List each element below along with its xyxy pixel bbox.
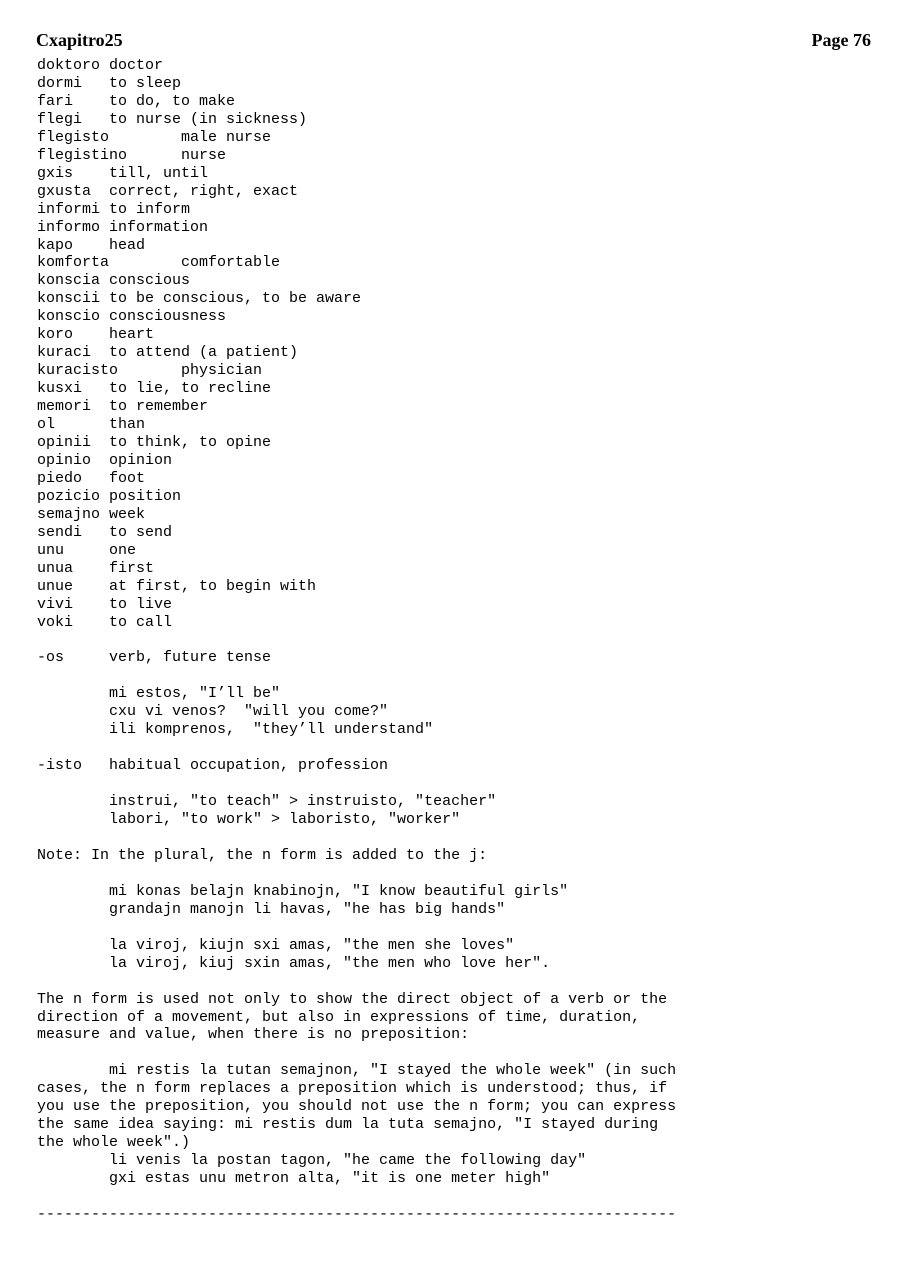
document-body: doktoro doctor dormi to sleep fari to do, to make flegi to nurse (in sickness) flegisto male nurse flegistino nurse gxis till, until gxusta correct, right, exact informi to inform informo information kapo head komforta comfortable konscia conscious konscii to be conscious, to be aware konscio consciousness koro heart kuraci to attend (a patient) kuracisto physician kusxi to lie, to recline memori to remember ol than opinii to think, to opine opinio opinion piedo foot pozicio position semajno week sendi to send unu one unua first unue at first, to begin with vivi to live voki to call -os verb, future tense mi estos, "I’ll be" cxu vi venos? "will you come?" ili komprenos, "they’ll understand" -isto habitual occupation, profession instrui, "to teach" > instruisto, "teacher" labori, "to work" > laboristo, "worker" Note: In the plural, the n form is added to the j: mi konas belajn knabinojn, "I know beautiful girls" grandajn manojn li havas, "he has big hands" la viroj, kiujn sxi amas, "the men she loves" la viroj, kiuj sxin amas, "the men who love her". The n form is used not only to show the direct object of a verb or the direction of a movement, but also in expressions of time, duration, measure and value, when there is no preposition: mi restis la tutan semajnon, "I stayed the whole week" (in such cases, the n form replaces a preposition which is understood; thus, if you use the preposition, you should not use the n form; you can express the same idea saying: mi restis dum la tuta semajno, "I stayed during the whole week".) li venis la postan tagon, "he came the following day" gxi estas unu metron alta, "it is one meter high" ----------------------------------------------------------------------- [37,57,677,1223]
page-header-title: Cxapitro25 [36,30,123,50]
page-number: Page 76 [811,30,871,50]
